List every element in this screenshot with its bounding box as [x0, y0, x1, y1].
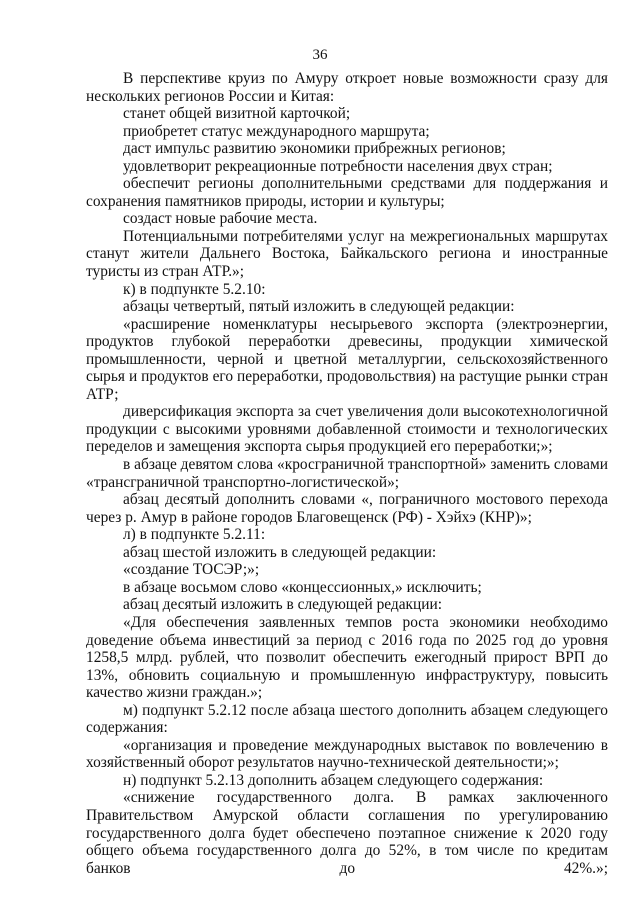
paragraph-heritage-funds: обеспечит регионы дополнительными средствами для поддержания и сохранения памятников природы, истории и культуры;: [86, 175, 608, 210]
paragraph-economic-impulse: даст импульс развитию экономики прибрежных регионов;: [123, 140, 506, 158]
paragraph-subitem-m: м) подпункт 5.2.12 после абзаца шестого дополнить абзацем следующего содержания:: [86, 701, 608, 737]
paragraph-tenth-bridge: абзац десятый дополнить словами «, пограничного мостового перехода через р. Амур в районе городов Благовещенск (РФ) - Хэйхэ (КНР)»;: [86, 491, 608, 526]
paragraph-debt-reduction: «снижение государственного долга. В рамках заключенного Правительством Амурской области соглашения по урегулированию государственного долга будет обеспечено поэтапное снижение к 2020 году общего объема государственного долга до 52%, в том числе по кредитам банков до 42%.»;: [86, 789, 608, 877]
paragraph-recreation-needs: удовлетворит рекреационные потребности населения двух стран;: [123, 157, 553, 175]
paragraph-ninth-replace: в абзаце девятом слова «кросграничной транспортной» заменить словами «трансграничной транспортно-логистической»;: [86, 456, 608, 491]
paragraph-subitem-k: к) в подпункте 5.2.10:: [123, 280, 266, 298]
paragraph-eighth-exclude: в абзаце восьмом слово «концессионных,» исключить;: [123, 578, 482, 596]
paragraph-investment-growth: «Для обеспечения заявленных темпов роста экономики необходимо доведение объема инвестиций за период с 2016 года по 2025 год до уровня 1258,5 млрд. рублей, что позволит обеспечить ежегодный прирост ВРП до 13%, обновить социальную и промышленную инфраструктуру, повысить качество жизни граждан.»;: [86, 613, 608, 702]
paragraph-cruise-intro: В перспективе круиз по Амуру откроет новые возможности сразу для нескольких регионов России и Китая:: [86, 70, 608, 105]
paragraph-toser: «создание ТОСЭР;»;: [123, 561, 260, 579]
page-number: 36: [312, 47, 328, 63]
paragraph-potential-consumers: Потенциальными потребителями услуг на межрегиональных маршрутах станут жители Дальнего Востока, Байкальского региона и иностранные туристы из стран АТР.»;: [86, 227, 608, 281]
paragraph-sixth-edit: абзац шестой изложить в следующей редакции:: [123, 543, 437, 561]
paragraph-new-jobs: создаст новые рабочие места.: [123, 210, 318, 228]
document-body: [86, 70, 608, 877]
paragraph-international-status: приобретет статус международного маршрута;: [123, 122, 430, 140]
paragraph-subitem-n: н) подпункт 5.2.13 дополнить абзацем следующего содержания:: [123, 771, 544, 789]
paragraph-export-diversification: диверсификация экспорта за счет увеличения доли высокотехнологичной продукции с высокими уровнями добавленной стоимости и технологических переделов и замещения экспорта сырья продукцией его переработки;»;: [86, 403, 608, 456]
paragraph-edit-fourth-fifth: абзацы четвертый, пятый изложить в следующей редакции:: [123, 298, 515, 316]
paragraph-tenth-edit: абзац десятый изложить в следующей редакции:: [123, 596, 443, 614]
paragraph-exhibitions: «организация и проведение международных выставок по вовлечению в хозяйственный оборот результатов научно-технической деятельности;»;: [86, 736, 608, 772]
paragraph-subitem-l: л) в подпункте 5.2.11:: [123, 526, 266, 544]
paragraph-export-nomenclature: «расширение номенклатуры несырьевого экспорта (электроэнергии, продуктов глубокой переработки древесины, продукции химической промышленности, черной и цветной металлургии, сельскохозяйственного сырья и продуктов его переработки, продовольствия) на растущие рынки стран АТР;: [86, 315, 608, 403]
paragraph-business-card: станет общей визитной карточкой;: [123, 105, 351, 123]
